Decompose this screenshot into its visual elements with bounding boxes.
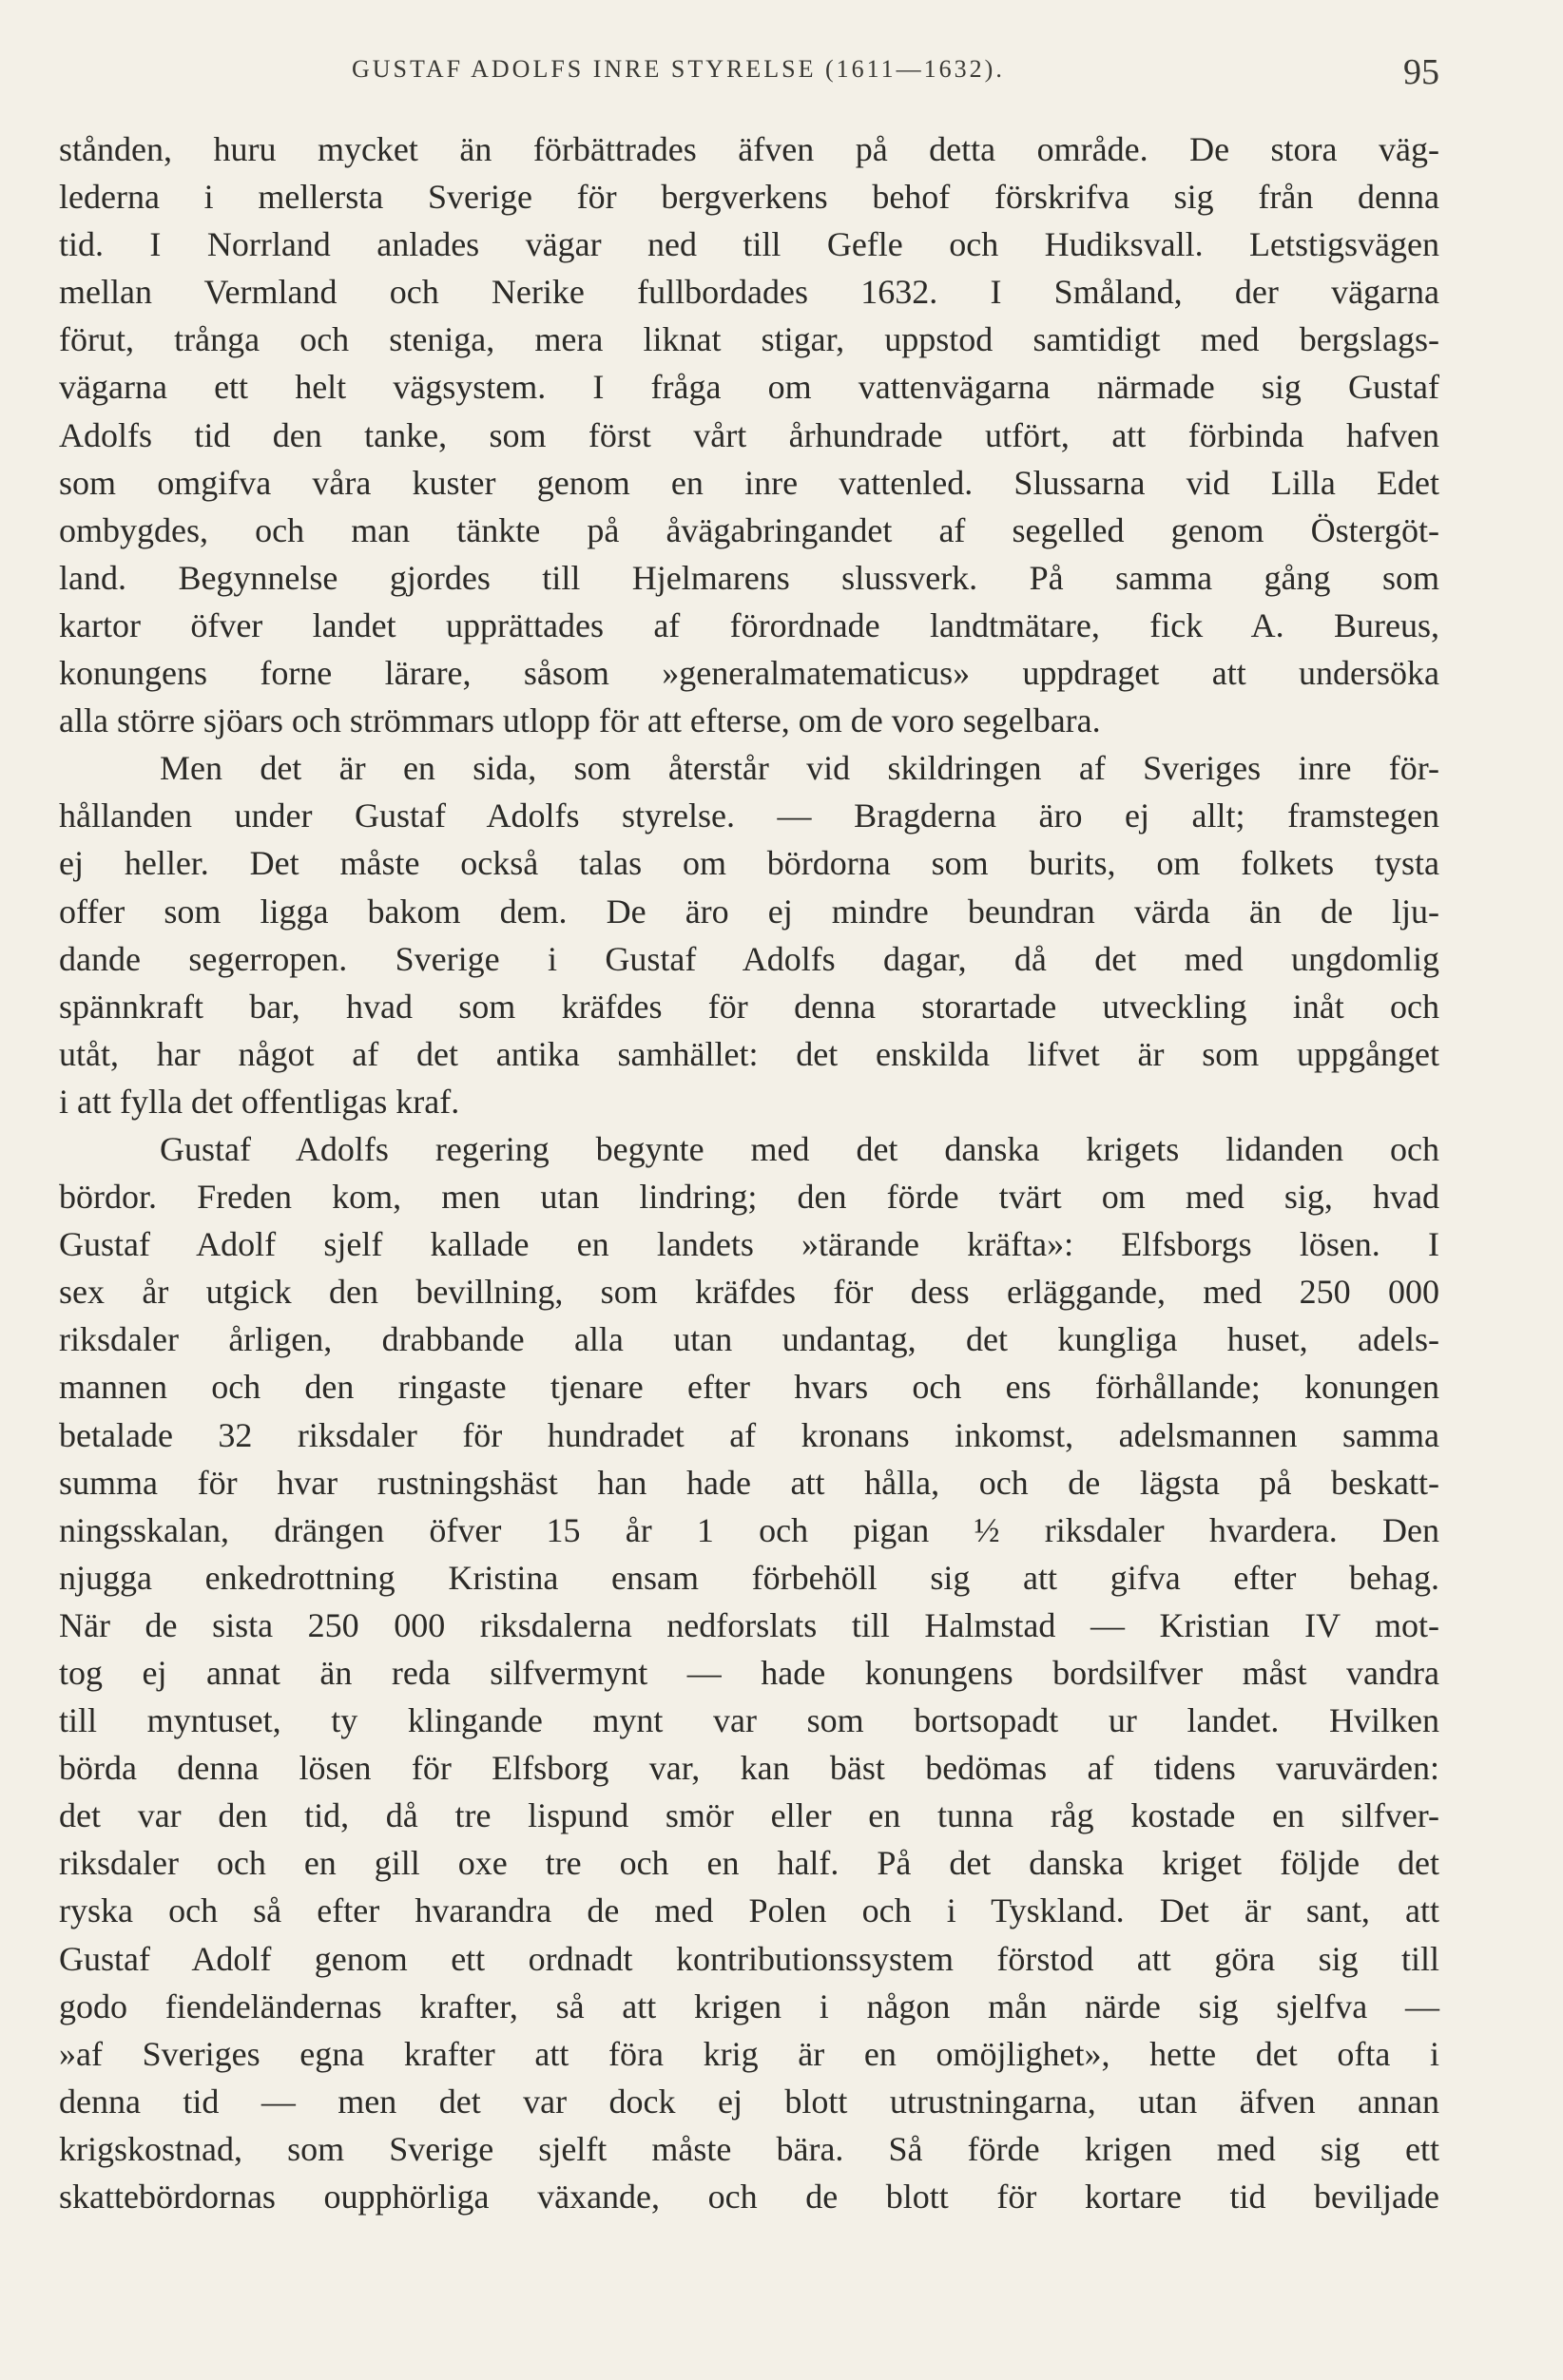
text-line: hållanden under Gustaf Adolfs styrelse. — Bragderna äro ej allt; framstegen — [59, 797, 1439, 835]
text-line: ningsskalan, drängen öfver 15 år 1 och pigan ½ riksdaler hvardera. Den — [59, 1510, 1439, 1549]
text-line: riksdaler och en gill oxe tre och en half. På det danska kriget följde det — [59, 1844, 1439, 1883]
text-line: alla större sjöars och strömmars utlopp för att efterse, om de voro segelbara. — [59, 701, 1101, 740]
text-line: sex år utgick den bevillning, som kräfdes för dess erläggande, med 250 000 — [59, 1273, 1439, 1312]
text-line: ej heller. Det måste också talas om bördorna som burits, om folkets tysta — [59, 844, 1439, 883]
text-line: konungens forne lärare, såsom »generalmatematicus» uppdraget att undersöka — [59, 654, 1439, 693]
text-line: börda denna lösen för Elfsborg var, kan bäst bedömas af tidens varuvärden: — [59, 1749, 1439, 1788]
text-line: det var den tid, då tre lispund smör eller en tunna råg kostade en silfver- — [59, 1796, 1439, 1835]
text-line: Adolfs tid den tanke, som först vårt århundrade utfört, att förbinda hafven — [59, 415, 1439, 454]
text-line: tog ej annat än reda silfvermynt — hade konungens bordsilfver måst vandra — [59, 1654, 1439, 1692]
running-head: GUSTAF ADOLFS INRE STYRELSE (1611—1632). — [352, 55, 1005, 83]
text-line: som omgifva våra kuster genom en inre vattenled. Slussarna vid Lilla Edet — [59, 463, 1439, 502]
paragraph-start-line: Men det är en sida, som återstår vid skildringen af Sveriges inre för- — [160, 749, 1439, 788]
text-line: utåt, har något af det antika samhället: det enskilda lifvet är som uppgånget — [59, 1034, 1439, 1073]
text-line: riksdaler årligen, drabbande alla utan undantag, det kungliga huset, adels- — [59, 1320, 1439, 1359]
text-line: »af Sveriges egna krafter att föra krig är en omöjlighet», hette det ofta i — [59, 2034, 1439, 2073]
text-line: kartor öfver landet upprättades af förordnade landtmätare, fick A. Bureus, — [59, 605, 1439, 644]
text-line: tid. I Norrland anlades vägar ned till Gefle och Hudiksvall. Letstigsvägen — [59, 225, 1439, 264]
text-line: summa för hvar rustningshäst han hade att hålla, och de lägsta på beskatt- — [59, 1463, 1439, 1502]
text-line: Gustaf Adolf genom ett ordnadt kontributionssystem förstod att göra sig till — [59, 1939, 1439, 1978]
text-line: spännkraft bar, hvad som kräfdes för denna storartade utveckling inåt och — [59, 987, 1439, 1026]
text-line: till myntuset, ty klingande mynt var som bortsopadt ur landet. Hvilken — [59, 1701, 1439, 1740]
text-line: När de sista 250 000 riksdalerna nedforslats till Halmstad — Kristian IV mot- — [59, 1605, 1439, 1644]
paragraph-start-line: Gustaf Adolfs regering begynte med det danska krigets lidanden och — [160, 1129, 1439, 1168]
text-line: Gustaf Adolf sjelf kallade en landets »tärande kräfta»: Elfsborgs lösen. I — [59, 1225, 1439, 1264]
page-number: 95 — [1403, 52, 1439, 92]
text-line: bördor. Freden kom, men utan lindring; den förde tvärt om med sig, hvad — [59, 1178, 1439, 1217]
text-line: i att fylla det offentligas kraf. — [59, 1082, 460, 1121]
book-page — [59, 0, 1439, 2217]
text-line: förut, trånga och steniga, mera liknat stigar, uppstod samtidigt med bergslags- — [59, 320, 1439, 359]
text-line: offer som ligga bakom dem. De äro ej mindre beundran värda än de lju- — [59, 892, 1439, 931]
text-line: betalade 32 riksdaler för hundradet af kronans inkomst, adelsmannen samma — [59, 1415, 1439, 1454]
text-line: lederna i mellersta Sverige för bergverkens behof förskrifva sig från denna — [59, 178, 1439, 217]
text-line: njugga enkedrottning Kristina ensam förbehöll sig att gifva efter behag. — [59, 1558, 1439, 1597]
text-line: land. Begynnelse gjordes till Hjelmarens slussverk. På samma gång som — [59, 558, 1439, 597]
body-text — [59, 125, 1439, 2220]
text-line: mellan Vermland och Nerike fullbordades 1632. I Småland, der vägarna — [59, 273, 1439, 312]
text-line: dande segerropen. Sverige i Gustaf Adolfs dagar, då det med ungdomlig — [59, 939, 1439, 978]
text-line: mannen och den ringaste tjenare efter hvars och ens förhållande; konungen — [59, 1368, 1439, 1407]
text-line: stånden, huru mycket än förbättrades äfven på detta område. De stora väg- — [59, 130, 1439, 168]
text-line: skattebördornas oupphörliga växande, och de blott för kortare tid beviljade — [59, 2178, 1439, 2217]
text-line: godo fiendeländernas krafter, så att krigen i någon mån närde sig sjelfva — — [59, 1987, 1439, 2025]
page-header — [59, 51, 1439, 127]
text-line: vägarna ett helt vägsystem. I fråga om vattenvägarna närmade sig Gustaf — [59, 368, 1439, 407]
text-line: denna tid — men det var dock ej blott utrustningarna, utan äfven annan — [59, 2082, 1439, 2121]
text-line: krigskostnad, som Sverige sjelft måste bära. Så förde krigen med sig ett — [59, 2129, 1439, 2168]
text-line: ryska och så efter hvarandra de med Polen och i Tyskland. Det är sant, att — [59, 1891, 1439, 1930]
text-line: ombygdes, och man tänkte på åvägabringandet af segelled genom Östergöt- — [59, 510, 1439, 549]
